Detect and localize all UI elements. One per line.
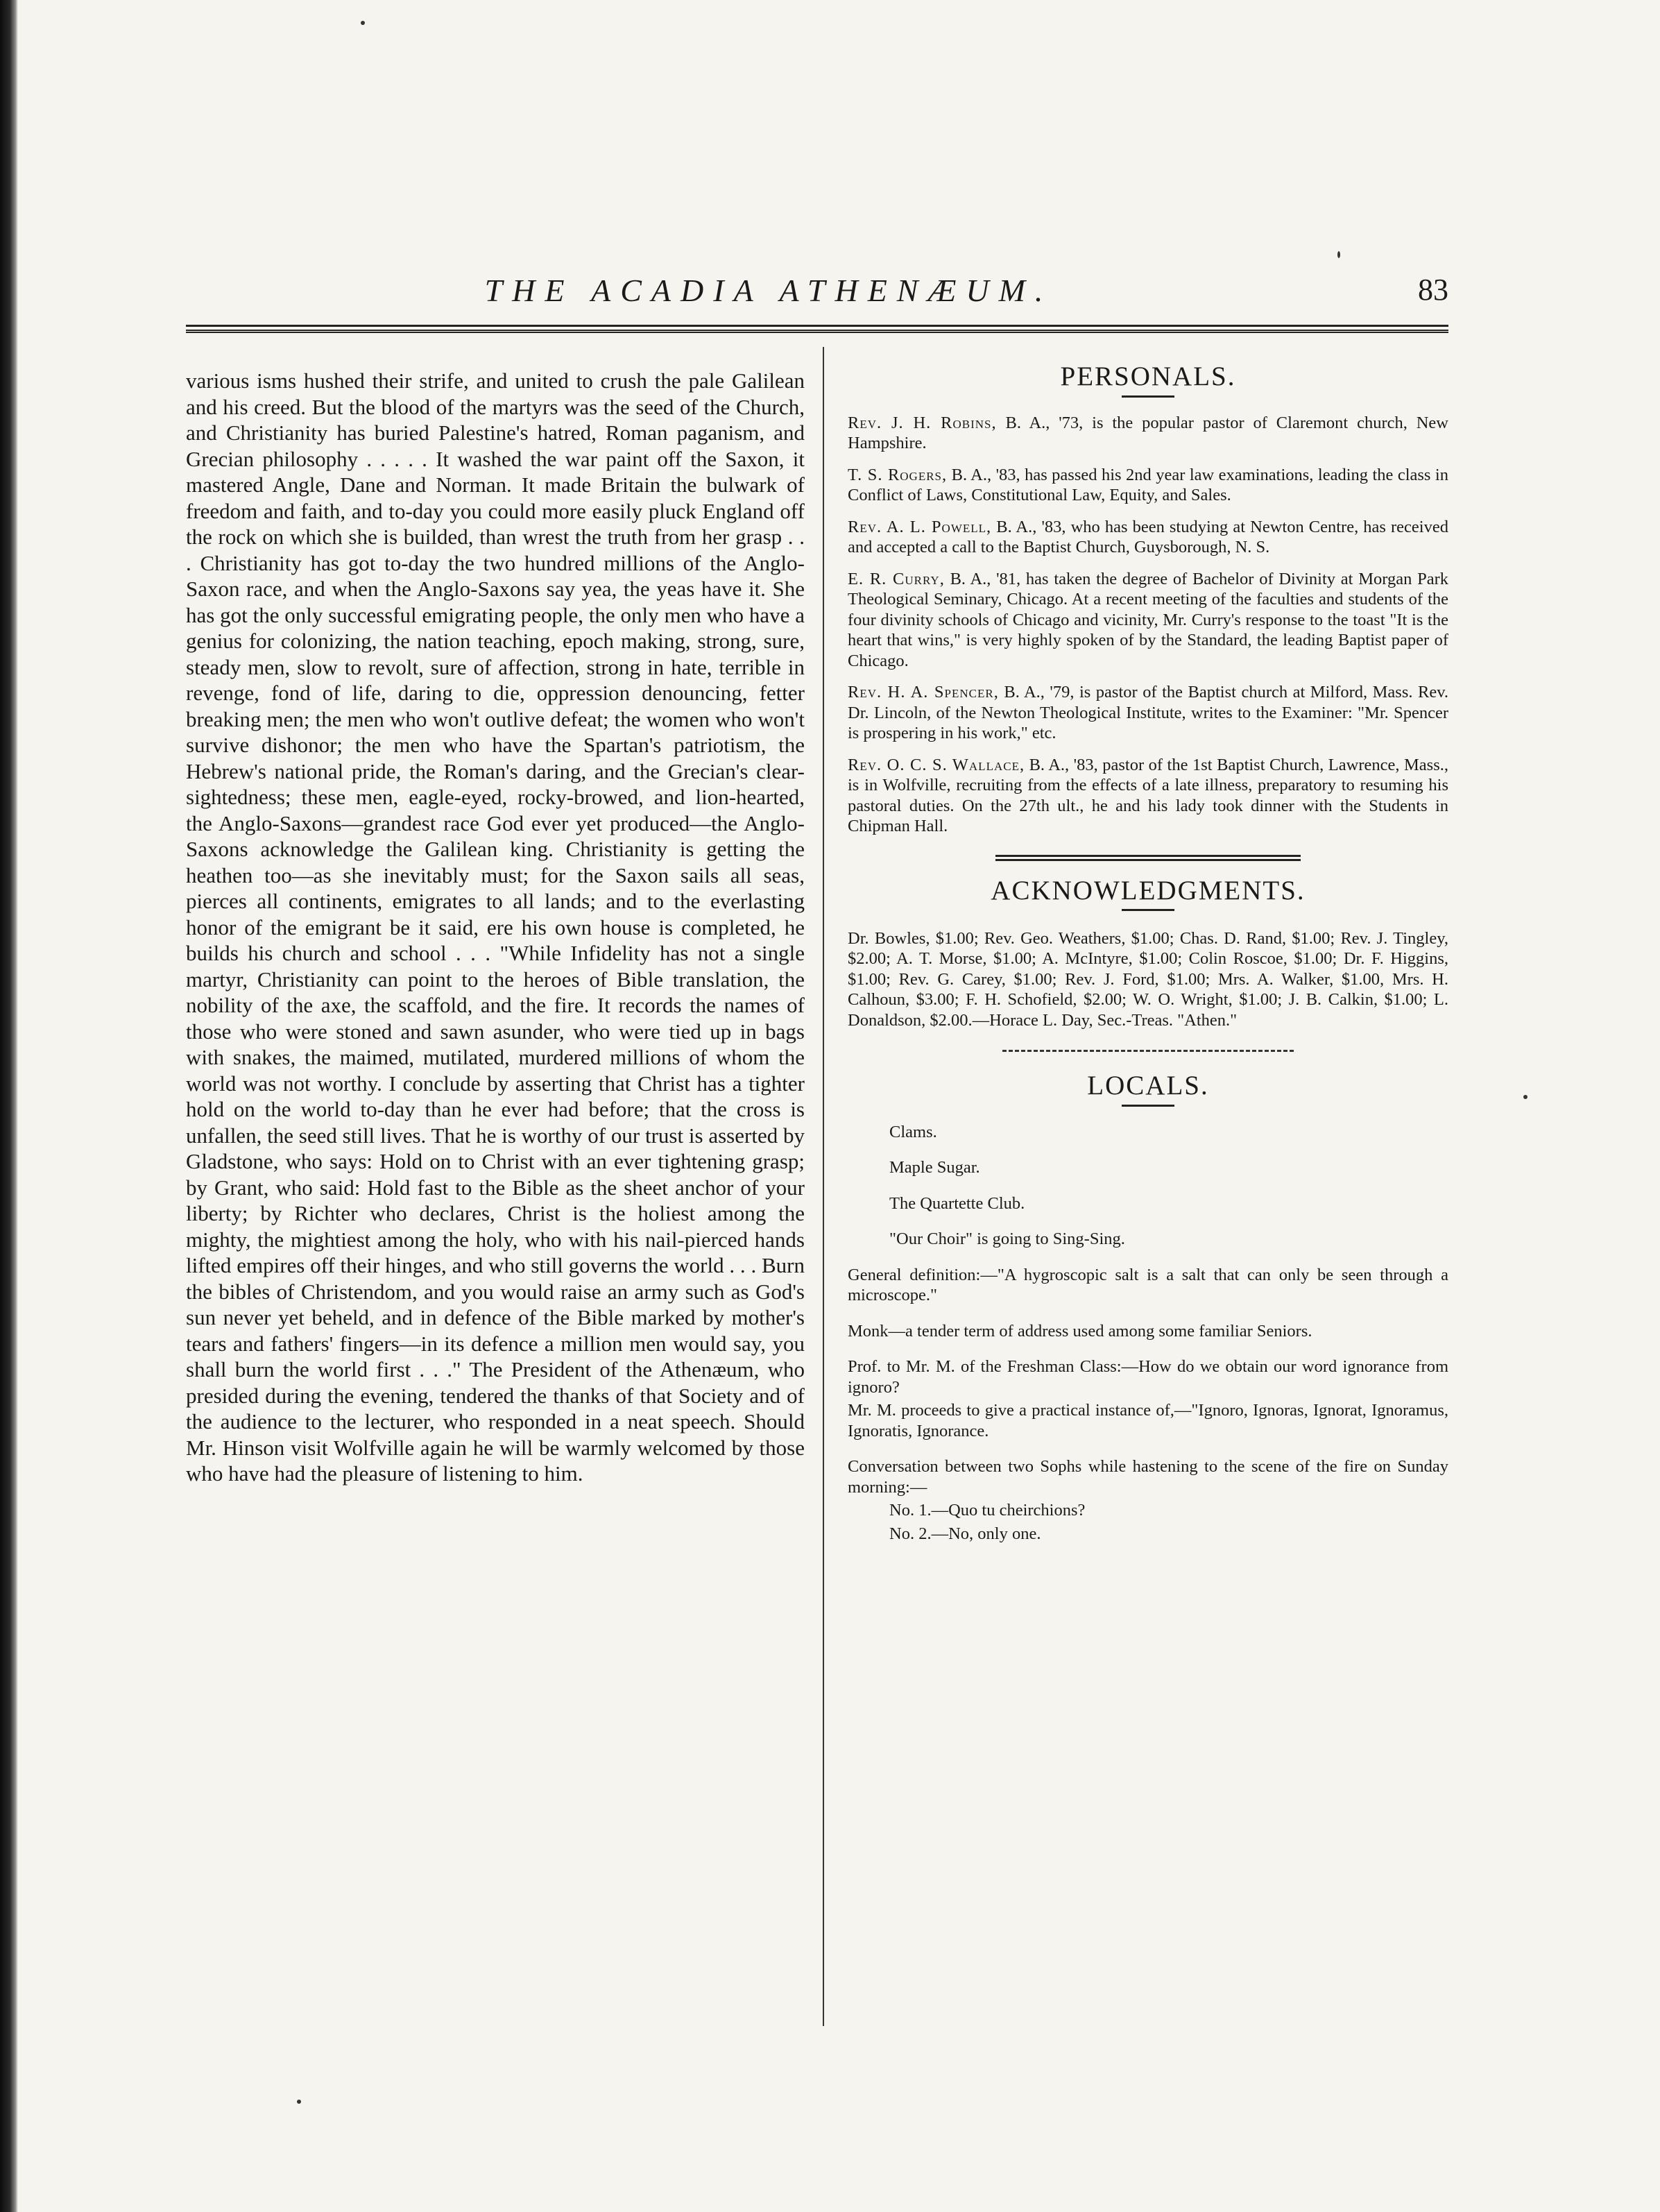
personal-text: B. A., '83, who has been studying at Newton Centre, has received and accepted a call to the Baptist Church, Guysborough, N. S. — [848, 517, 1448, 556]
local-prof-question: Prof. to Mr. M. of the Freshman Class:—How do we obtain our word ignorance from ignoro? — [848, 1357, 1448, 1397]
local-mr-m: Mr. M. proceeds to give a practical instance of,—"Ignoro, Ignoras, Ignorat, Ignoramus, Ignoratis, Ignorance. — [848, 1401, 1448, 1440]
personals-heading: PERSONALS. — [1060, 361, 1236, 391]
personal-name: Rev. H. A. Spencer, — [848, 683, 999, 701]
page-binding-edge — [0, 0, 18, 2212]
personal-entry — [848, 517, 1448, 558]
personal-entry — [848, 465, 1448, 506]
short-rule — [1122, 395, 1174, 398]
column-divider — [823, 347, 824, 2026]
ink-speck — [297, 2100, 301, 2104]
local-monk: Monk—a tender term of address used among some familiar Seniors. — [848, 1321, 1312, 1341]
page-number: 83 — [1418, 273, 1448, 307]
section-divider — [1002, 1050, 1294, 1052]
personal-name: Rev. O. C. S. Wallace, — [848, 755, 1025, 774]
personal-entry — [848, 755, 1448, 837]
acknowledgments-text: Dr. Bowles, $1.00; Rev. Geo. Weathers, $1.00; Chas. D. Rand, $1.00; Rev. J. Tingley, $2.00; A. T. Morse, $1.00; A. McIntyre, $1.00; Colin Roscoe, $1.00; Dr. F. Higgins, $1.00; Rev. G. Carey, $1.00; Rev. J. Ford, $1.00; Mrs. A. Walker, $1.00, Mrs. H. Calhoun, $3.00; F. H. Schofield, $2.00; W. O. Wright, $1.00; J. B. Calkin, $1.00; L. Donaldson, $2.00.—Horace L. Day, Sec.-Treas. "Athen." — [848, 928, 1448, 1030]
locals-heading: LOCALS. — [1087, 1071, 1209, 1100]
local-definition: General definition:—"A hygroscopic salt is a salt that can only be seen through a microscope." — [848, 1265, 1448, 1304]
personal-text: B. A., '83, has passed his 2nd year law examinations, leading the class in Conflict of Laws, Constitutional Law, Equity, and Sales. — [848, 465, 1448, 504]
local-item: "Our Choir" is going to Sing-Sing. — [889, 1230, 1125, 1248]
personal-text: B. A., '79, is pastor of the Baptist church at Milford, Mass. Rev. Dr. Lincoln, of the Newton Theological Institute, writes to the Examiner: "Mr. Spencer is prospering in his work," etc. — [848, 683, 1449, 742]
personal-text: B. A., '83, pastor of the 1st Baptist Church, Lawrence, Mass., is in Wolfville, recruiting from the effects of a late illness, preparatory to resuming his pastoral duties. On the 27th ult., he and his lady took dinner with the Students in Chipman Hall. — [848, 755, 1448, 835]
header-rule-lower — [186, 332, 1448, 333]
journal-title: THE ACADIA ATHENÆUM. — [484, 273, 1053, 308]
running-header — [186, 272, 1448, 321]
ink-speck — [1337, 251, 1340, 258]
personal-text: B. A., '73, is the popular pastor of Claremont church, New Hampshire. — [848, 413, 1448, 452]
local-conversation: Conversation between two Sophs while hastening to the scene of the fire on Sunday morning:— — [848, 1457, 1448, 1497]
short-rule — [1122, 1105, 1174, 1107]
ink-speck — [361, 21, 365, 25]
right-column — [848, 361, 1448, 1547]
personal-entry — [848, 682, 1448, 744]
ink-speck — [1523, 1095, 1528, 1099]
local-item: Clams. — [889, 1122, 937, 1141]
header-rule — [186, 325, 1448, 331]
personal-name: Rev. J. H. Robins, — [848, 413, 997, 432]
local-dialogue-line: No. 1.—Quo tu cheirchions? — [889, 1501, 1086, 1520]
local-item: The Quartette Club. — [889, 1193, 1025, 1213]
personal-name: Rev. A. L. Powell, — [848, 517, 992, 536]
personal-entry — [848, 569, 1448, 672]
lecture-text: various isms hushed their strife, and united to crush the pale Galilean and his creed. But the blood of the martyrs was the seed of the Church, and Christianity has buried Palestine's hatred, Roman paganism, and Grecian philosophy . . . . . It washed the war paint off the Saxon, it mastered Angle, Dane and Norman. It made Britain the bulwark of freedom and faith, and to-day you could more easily pluck England off the rock on which she is builded, than wrest the truth from her grasp . . . Christianity has got to-day the two hundred millions of the Anglo-Saxon race, and when the Anglo-Saxons say yea, the yeas have it. She has got the only successful emigrating people, the only men who have a genius for colonizing, the nation teaching, epoch making, strong, sure, steady men, slow to revolt, sure of affection, strong in hate, terrible in revenge, fond of life, daring to die, oppression denouncing, fetter breaking men; the men who won't outlive defeat; the women who won't survive dishonor; the men who have the Spartan's patriotism, the Hebrew's national pride, the Roman's daring, and the Grecian's clear-sightedness; these men, eagle-eyed, rocky-browed, and lion-hearted, the Anglo-Saxons—grandest race God ever yet produced—the Anglo-Saxons acknowledge the Galilean king. Christianity is getting the heathen too—as she inevitably must; for the Saxon sails all seas, pierces all continents, emigrates to all lands; and to the everlasting honor of the emigrant be it said, ere his own house is completed, he builds his church and school . . . "While Infidelity has not a single martyr, Christianity can point to the heroes of Bible translation, the nobility of the axe, the scaffold, and the fire. It records the names of those who were stoned and sawn asunder, who were tied up in bags with snakes, the maimed, mutilated, murdered millions of whom the world was not worthy. I conclude by asserting that Christ has a tighter hold on the world to-day than he ever had before; that the cross is unfallen, the seed still lives. That he is worthy of our trust is asserted by Gladstone, who says: Hold on to Christ with an ever tightening grasp; by Grant, who said: Hold fast to the Bible as the sheet anchor of your liberty; by Richter who declares, Christ is the holiest among the mighty, the mightiest among the holy, who with his nail-pierced hands lifted empires off their hinges, and who still governs the world . . . Burn the bibles of Christendom, and you would raise an army such as God's sun never yet beheld, and in defence of the Bible marked by mother's tears and fathers' fingers—in its defence a million men would say, you shall burn the world first . . ." The President of the Athenæum, who presided during the evening, tendered the thanks of that Society and of the audience to the lecturer, who responded in a neat speech. Should Mr. Hinson visit Wolfville again he will be warmly welcomed by those who have had the pleasure of listening to him. — [186, 368, 805, 1486]
personal-text: B. A., '81, has taken the degree of Bachelor of Divinity at Morgan Park Theological Seminary, Chicago. At a recent meeting of the faculties and students of the four divinity schools of Chicago and vicinity, Mr. Curry's response to the toast "It is the heart that wins," is very highly spoken of by the Standard, the leading Baptist paper of Chicago. — [848, 569, 1448, 670]
personal-name: E. R. Curry, — [848, 569, 945, 588]
local-item: Maple Sugar. — [889, 1158, 980, 1177]
short-rule — [1122, 909, 1174, 911]
lecture-continuation-column — [186, 368, 805, 1487]
personal-name: T. S. Rogers, — [848, 465, 948, 484]
local-dialogue-line: No. 2.—No, only one. — [889, 1524, 1041, 1543]
section-divider — [995, 855, 1301, 861]
acknowledgments-heading: ACKNOWLEDGMENTS. — [991, 875, 1306, 905]
personal-entry — [848, 413, 1448, 454]
